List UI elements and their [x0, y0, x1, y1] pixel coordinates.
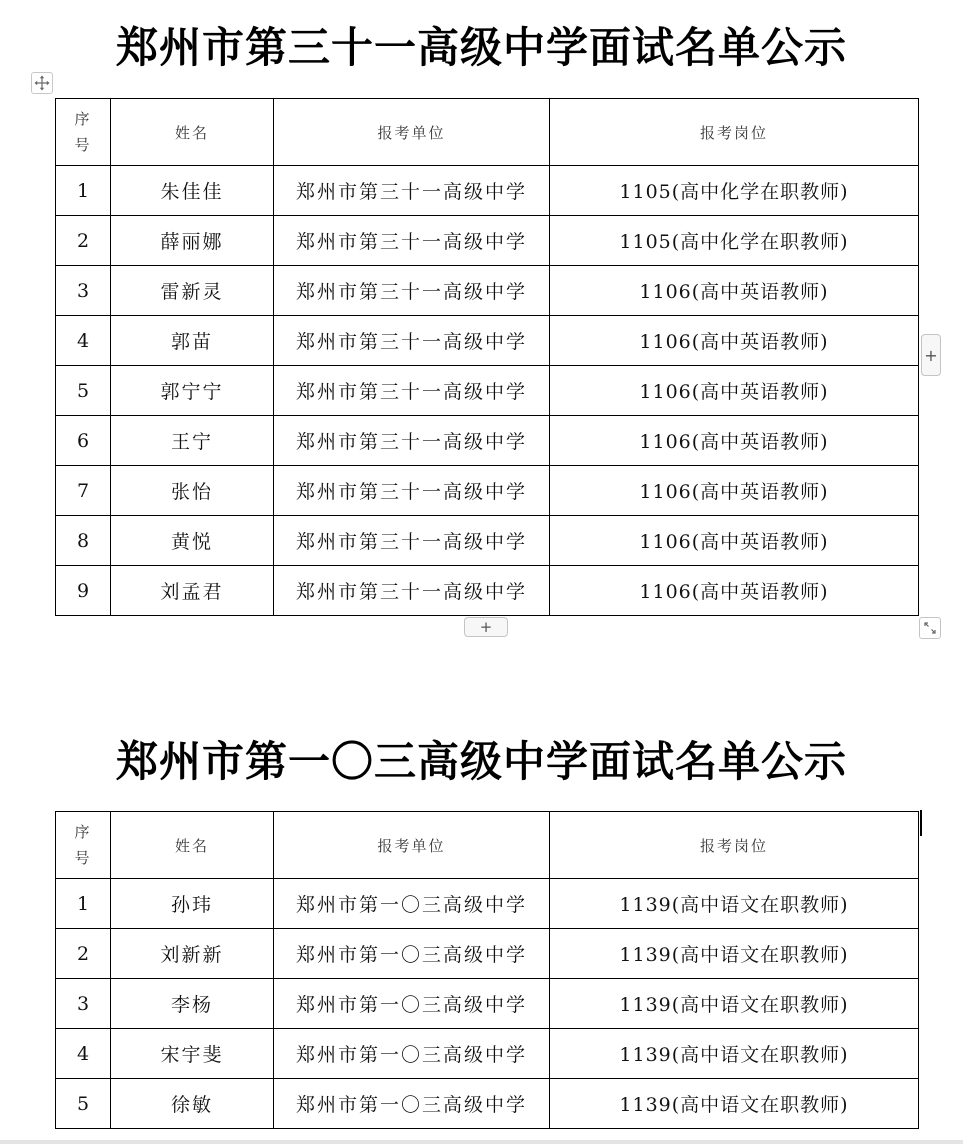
cell-unit[interactable]: 郑州市第一〇三高级中学	[274, 879, 550, 929]
table-row	[56, 1079, 919, 1129]
cell-unit[interactable]: 郑州市第三十一高级中学	[274, 316, 550, 366]
cell-post[interactable]: 1106(高中英语教师)	[550, 566, 919, 616]
cell-post[interactable]: 1106(高中英语教师)	[550, 466, 919, 516]
cell-post[interactable]: 1139(高中语文在职教师)	[550, 879, 919, 929]
header-index-line2: 号	[74, 136, 92, 154]
table-row	[56, 416, 919, 466]
header-post[interactable]: 报考岗位	[550, 99, 919, 166]
cell-unit[interactable]: 郑州市第一〇三高级中学	[274, 1079, 550, 1129]
header-index-line1: 序	[74, 110, 92, 128]
table-header-row	[56, 99, 919, 166]
cell-name[interactable]: 朱佳佳	[111, 166, 274, 216]
add-column-button[interactable]	[921, 334, 941, 376]
page-bottom-edge	[0, 1140, 963, 1144]
cell-unit[interactable]: 郑州市第一〇三高级中学	[274, 1029, 550, 1079]
cell-name[interactable]: 李杨	[111, 979, 274, 1029]
cell-index[interactable]: 4	[56, 1029, 111, 1079]
cell-name[interactable]: 刘新新	[111, 929, 274, 979]
table-1-title: 郑州市第三十一高级中学面试名单公示	[115, 23, 847, 72]
cell-post[interactable]: 1106(高中英语教师)	[550, 266, 919, 316]
cell-name[interactable]: 孙玮	[111, 879, 274, 929]
table-row	[56, 266, 919, 316]
header-name[interactable]: 姓名	[111, 812, 274, 879]
header-name[interactable]: 姓名	[111, 99, 274, 166]
cell-post[interactable]: 1139(高中语文在职教师)	[550, 1079, 919, 1129]
cell-index[interactable]: 2	[56, 929, 111, 979]
cell-index[interactable]: 1	[56, 166, 111, 216]
cell-post[interactable]: 1105(高中化学在职教师)	[550, 166, 919, 216]
cell-unit[interactable]: 郑州市第三十一高级中学	[274, 566, 550, 616]
cell-post[interactable]: 1106(高中英语教师)	[550, 366, 919, 416]
cell-name[interactable]: 薛丽娜	[111, 216, 274, 266]
cell-index[interactable]: 2	[56, 216, 111, 266]
table-move-handle[interactable]	[31, 72, 53, 94]
cell-unit[interactable]: 郑州市第一〇三高级中学	[274, 929, 550, 979]
table-2-title: 郑州市第一〇三高级中学面试名单公示	[115, 737, 847, 786]
cell-name[interactable]: 郭宁宁	[111, 366, 274, 416]
cell-index[interactable]: 5	[56, 366, 111, 416]
text-cursor	[920, 810, 922, 836]
table-header-row	[56, 812, 919, 879]
cell-index[interactable]: 7	[56, 466, 111, 516]
cell-post[interactable]: 1106(高中英语教师)	[550, 416, 919, 466]
cell-unit[interactable]: 郑州市第一〇三高级中学	[274, 979, 550, 1029]
cell-name[interactable]: 雷新灵	[111, 266, 274, 316]
cell-unit[interactable]: 郑州市第三十一高级中学	[274, 216, 550, 266]
cell-index[interactable]: 3	[56, 979, 111, 1029]
header-index-line2: 号	[74, 849, 92, 867]
move-arrows-icon	[34, 75, 50, 91]
cell-post[interactable]: 1139(高中语文在职教师)	[550, 929, 919, 979]
cell-name[interactable]: 徐敏	[111, 1079, 274, 1129]
cell-name[interactable]: 郭苗	[111, 316, 274, 366]
header-index[interactable]	[56, 99, 111, 166]
cell-name[interactable]: 黄悦	[111, 516, 274, 566]
cell-name[interactable]: 张怡	[111, 466, 274, 516]
cell-name[interactable]: 刘孟君	[111, 566, 274, 616]
table-row	[56, 216, 919, 266]
cell-index[interactable]: 8	[56, 516, 111, 566]
table-row	[56, 166, 919, 216]
interview-list-table-1	[55, 98, 919, 616]
cell-name[interactable]: 王宁	[111, 416, 274, 466]
header-index-line1: 序	[74, 823, 92, 841]
cell-post[interactable]: 1106(高中英语教师)	[550, 316, 919, 366]
interview-list-table-2	[55, 811, 919, 1129]
resize-diagonal-icon	[923, 621, 937, 635]
table-row	[56, 979, 919, 1029]
cell-index[interactable]: 1	[56, 879, 111, 929]
cell-post[interactable]: 1139(高中语文在职教师)	[550, 1029, 919, 1079]
cell-unit[interactable]: 郑州市第三十一高级中学	[274, 466, 550, 516]
header-unit[interactable]: 报考单位	[274, 812, 550, 879]
table-row	[56, 879, 919, 929]
cell-unit[interactable]: 郑州市第三十一高级中学	[274, 266, 550, 316]
cell-unit[interactable]: 郑州市第三十一高级中学	[274, 516, 550, 566]
table-row	[56, 466, 919, 516]
cell-index[interactable]: 9	[56, 566, 111, 616]
cell-index[interactable]: 4	[56, 316, 111, 366]
cell-post[interactable]: 1106(高中英语教师)	[550, 516, 919, 566]
header-index[interactable]	[56, 812, 111, 879]
header-unit[interactable]: 报考单位	[274, 99, 550, 166]
cell-post[interactable]: 1105(高中化学在职教师)	[550, 216, 919, 266]
cell-unit[interactable]: 郑州市第三十一高级中学	[274, 366, 550, 416]
table-row	[56, 566, 919, 616]
table-row	[56, 929, 919, 979]
cell-index[interactable]: 3	[56, 266, 111, 316]
cell-index[interactable]: 6	[56, 416, 111, 466]
header-post[interactable]: 报考岗位	[550, 812, 919, 879]
table-resize-handle[interactable]	[919, 617, 941, 639]
plus-icon: +	[479, 618, 493, 636]
plus-icon: +	[924, 345, 938, 365]
table-row	[56, 1029, 919, 1079]
cell-name[interactable]: 宋宇斐	[111, 1029, 274, 1079]
cell-unit[interactable]: 郑州市第三十一高级中学	[274, 416, 550, 466]
cell-unit[interactable]: 郑州市第三十一高级中学	[274, 166, 550, 216]
table-row	[56, 516, 919, 566]
cell-post[interactable]: 1139(高中语文在职教师)	[550, 979, 919, 1029]
table-row	[56, 366, 919, 416]
cell-index[interactable]: 5	[56, 1079, 111, 1129]
table-row	[56, 316, 919, 366]
add-row-button[interactable]	[464, 617, 508, 637]
